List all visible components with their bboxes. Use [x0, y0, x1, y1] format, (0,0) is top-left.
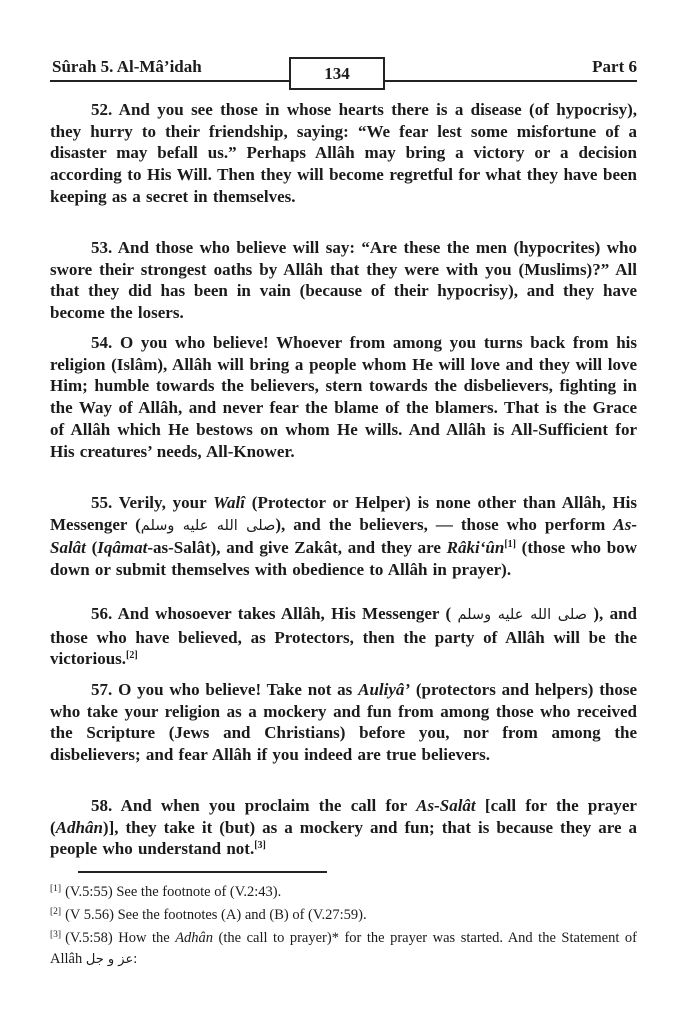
- verse-58-paragraph: [50, 795, 637, 860]
- verse-text: 53. And those who believe will say: “Are these the men (hypocrites) who swore their strongest oaths by Allâh that they were with you (Muslims)?” All that they did has been in vain (because of their hypocrisy), and they have become the losers.: [50, 238, 637, 323]
- verse-52-paragraph: [50, 99, 637, 208]
- verse-text: )], they take it (but) as a mockery and fun; that is because they are a people who understand not.: [50, 817, 637, 859]
- verse-text: (V.5:55) See the footnote of (V.2:43).: [65, 884, 282, 900]
- verse-text: (the call to prayer)* for the prayer was started. And the Statement of Allâh: [50, 930, 637, 967]
- verse-text: ), and the believers, — those who perform: [275, 514, 614, 534]
- arabic-text: عز و جل: [85, 952, 134, 967]
- footnote-2: [50, 905, 637, 926]
- verse-text: (V.5:58) How the: [65, 930, 176, 946]
- transliteration-term: As-Salât: [416, 796, 476, 815]
- verse-text: 58. And when you proclaim the call for: [91, 796, 417, 815]
- verse-text: (V 5.56) See the footnotes (A) and (B) of (V.27:59).: [65, 907, 367, 923]
- page-number-box: [289, 57, 385, 90]
- verse-text: ), and those who have believed, as Protectors, then the party of Allâh will be the victorious.: [50, 604, 637, 669]
- page-header: [50, 54, 637, 82]
- footnote-marker: [2]: [50, 907, 62, 917]
- surah-title: Sûrah 5. Al-Mâ’idah: [52, 57, 202, 76]
- footnote-3: [50, 928, 637, 970]
- verse-text: [call for the prayer (: [50, 796, 637, 837]
- transliteration-term: Auliyâ’: [358, 680, 411, 699]
- transliteration-term: Adhân: [55, 817, 103, 837]
- verse-54-paragraph: [50, 332, 637, 462]
- arabic-text: صلى الله عليه وسلم: [140, 517, 276, 534]
- part-label: Part 6: [592, 57, 637, 76]
- verse-53-paragraph: [50, 237, 637, 324]
- verse-56-paragraph: [50, 603, 637, 670]
- transliteration-term: As-Salât: [50, 514, 637, 558]
- verse-text: (: [85, 538, 98, 558]
- footnote-separator: [78, 871, 327, 873]
- footnotes-section: [50, 882, 637, 972]
- verse-57-paragraph: [50, 679, 637, 766]
- verse-text: (those who bow down or submit themselves with obedience to Allâh in prayer).: [50, 538, 637, 580]
- verse-text: 52. And you see those in whose hearts there is a disease (of hypocrisy), they hurry to their friendship, saying: “We fear lest some misfortune of a disaster may befall us.” Perhaps Allâh may bring a victory or a decision according to His Will. Then they will become regretful for what they have been keeping as a secret in themselves.: [50, 100, 637, 206]
- footnote-marker: [1]: [50, 884, 62, 894]
- footnote-ref-marker: [2]: [126, 650, 138, 662]
- verse-55-paragraph: [50, 492, 637, 581]
- transliteration-term: Adhân: [175, 930, 214, 946]
- verse-text: 55. Verily, your: [91, 493, 214, 512]
- verse-text: 56. And whosoever takes Allâh, His Messenger (: [91, 604, 458, 623]
- verse-text: (Protector or Helper) is none other than Allâh, His Messenger (: [50, 493, 638, 534]
- arabic-text: صلى الله عليه وسلم: [457, 607, 587, 623]
- verse-text: (protectors and helpers) those who take your religion as a mockery and fun from among those who received the Scripture (Jews and Christians) before you, nor from among the disbelievers; and fear Allâh if you indeed are true believers.: [50, 680, 637, 765]
- verse-text: :: [133, 951, 138, 967]
- verse-text: 54. O you who believe! Whoever from among you turns back from his religion (Islâm), Allâh will bring a people whom He will love and they will love Him; humble towards the believers, stern towards the disbelievers, fighting in the Way of Allâh, and never fear the blame of the blamers. That is the Grace of Allâh which He bestows on whom He wills. And Allâh is All-Sufficient for His creatures’ needs, All-Knower.: [50, 333, 637, 461]
- verse-text: 57. O you who believe! Take not as: [91, 680, 359, 699]
- footnote-marker: [3]: [50, 930, 62, 940]
- transliteration-term: Râki‘ûn: [446, 538, 505, 558]
- page-number: 134: [324, 63, 350, 83]
- footnote-1: [50, 882, 637, 903]
- transliteration-term: Walî: [213, 493, 245, 512]
- footnote-ref-marker: [1]: [504, 539, 516, 551]
- transliteration-term: Iqâmat: [97, 538, 148, 558]
- verse-text: -as-Salât), and give Zakât, and they are: [147, 538, 447, 558]
- footnote-ref-marker: [3]: [254, 840, 266, 852]
